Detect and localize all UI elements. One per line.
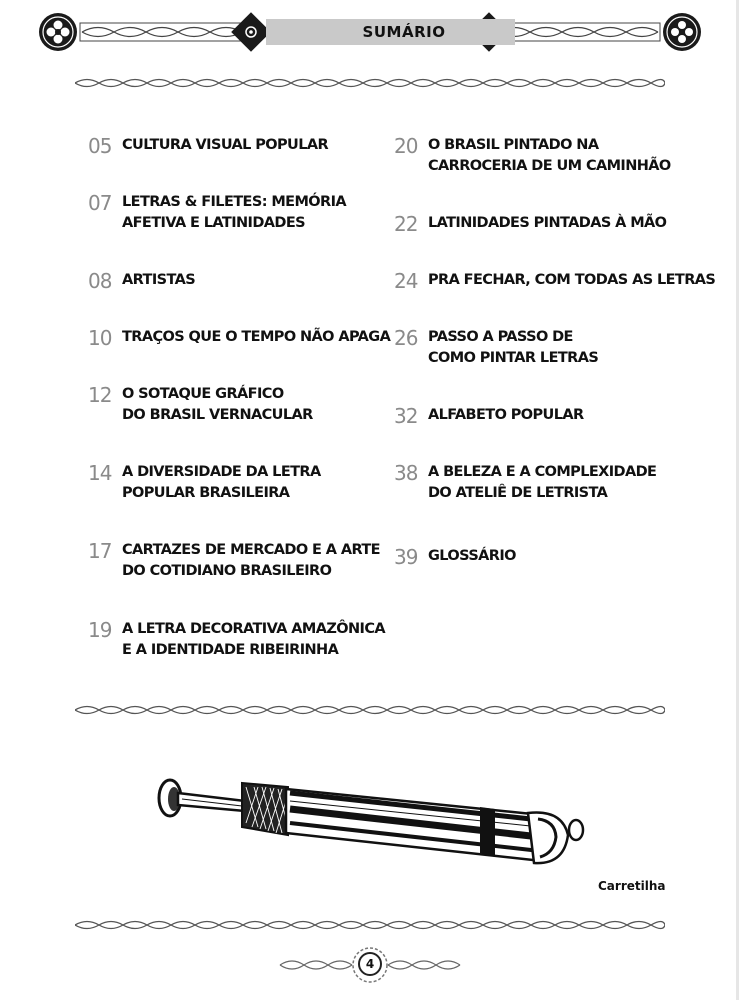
toc-page-number: 10 [88, 326, 112, 350]
toc-title: LATINIDADES PINTADAS À MÃO [428, 215, 667, 231]
page-title: SUMÁRIO [362, 23, 446, 41]
ornamental-divider [75, 76, 665, 90]
toc-entry[interactable] [394, 405, 584, 427]
toc-title: GLOSSÁRIO [428, 548, 516, 564]
toc-entry[interactable] [394, 135, 671, 177]
toc-page-number: 14 [88, 461, 112, 485]
illustration-caption: Carretilha [598, 879, 666, 893]
toc-page-number: 38 [394, 461, 418, 485]
toc-page-number: 17 [88, 539, 112, 563]
toc-title: ALFABETO POPULAR [428, 407, 584, 423]
toc-title: O BRASIL PINTADO NA CARROCERIA DE UM CAMINHÃO [428, 137, 671, 174]
toc-title: A BELEZA E A COMPLEXIDADE DO ATELIÊ DE LETRISTA [428, 464, 657, 501]
toc-title: A LETRA DECORATIVA AMAZÔNICA E A IDENTIDADE RIBEIRINHA [122, 621, 386, 658]
toc-page-number: 19 [88, 618, 112, 642]
toc-page-number: 24 [394, 269, 418, 293]
toc-title: CULTURA VISUAL POPULAR [122, 137, 329, 153]
page-number-ornament [278, 944, 462, 986]
toc-title: LETRAS & FILETES: MEMÓRIA AFETIVA E LATINIDADES [122, 194, 347, 231]
toc-entry[interactable] [394, 462, 656, 504]
toc-page-number: 08 [88, 269, 112, 293]
toc-page-number: 22 [394, 212, 418, 236]
toc-page-number: 26 [394, 326, 418, 350]
toc-entry[interactable] [394, 213, 666, 235]
toc-title: CARTAZES DE MERCADO E A ARTE DO COTIDIANO BRASILEIRO [122, 542, 380, 579]
page-number: 4 [358, 952, 382, 976]
toc-page-number: 32 [394, 404, 418, 428]
header [38, 12, 702, 52]
toc-page-number: 12 [88, 383, 112, 407]
toc-entry[interactable] [394, 270, 715, 292]
toc-title: PRA FECHAR, COM TODAS AS LETRAS [428, 272, 716, 288]
toc-entry[interactable] [394, 546, 516, 568]
toc-entry[interactable] [88, 540, 380, 582]
toc-entry[interactable] [394, 327, 598, 369]
carretilha-tool-illustration [150, 765, 590, 875]
toc-title: TRAÇOS QUE O TEMPO NÃO APAGA [122, 329, 391, 345]
diamond-ornament-icon [231, 12, 271, 52]
toc-page-number: 39 [394, 545, 418, 569]
toc-entry[interactable] [88, 135, 328, 157]
title-band [293, 19, 515, 45]
toc-entry[interactable] [88, 462, 321, 504]
toc-title: O SOTAQUE GRÁFICO DO BRASIL VERNACULAR [122, 386, 313, 423]
toc-title: ARTISTAS [122, 272, 196, 288]
ornamental-divider [75, 918, 665, 932]
toc-entry[interactable] [88, 619, 385, 661]
toc-title: A DIVERSIDADE DA LETRA POPULAR BRASILEIRA [122, 464, 321, 501]
toc-page-number: 05 [88, 134, 112, 158]
toc-page-number: 07 [88, 191, 112, 215]
toc-title: PASSO A PASSO DE COMO PINTAR LETRAS [428, 329, 599, 366]
flower-medallion-icon [39, 13, 77, 51]
ornamental-divider [75, 703, 665, 717]
toc-entry[interactable] [88, 327, 390, 349]
toc-entry[interactable] [88, 270, 195, 292]
toc-entry[interactable] [88, 384, 313, 426]
toc-page-number: 20 [394, 134, 418, 158]
toc-entry[interactable] [88, 192, 346, 234]
flower-medallion-icon [663, 13, 701, 51]
